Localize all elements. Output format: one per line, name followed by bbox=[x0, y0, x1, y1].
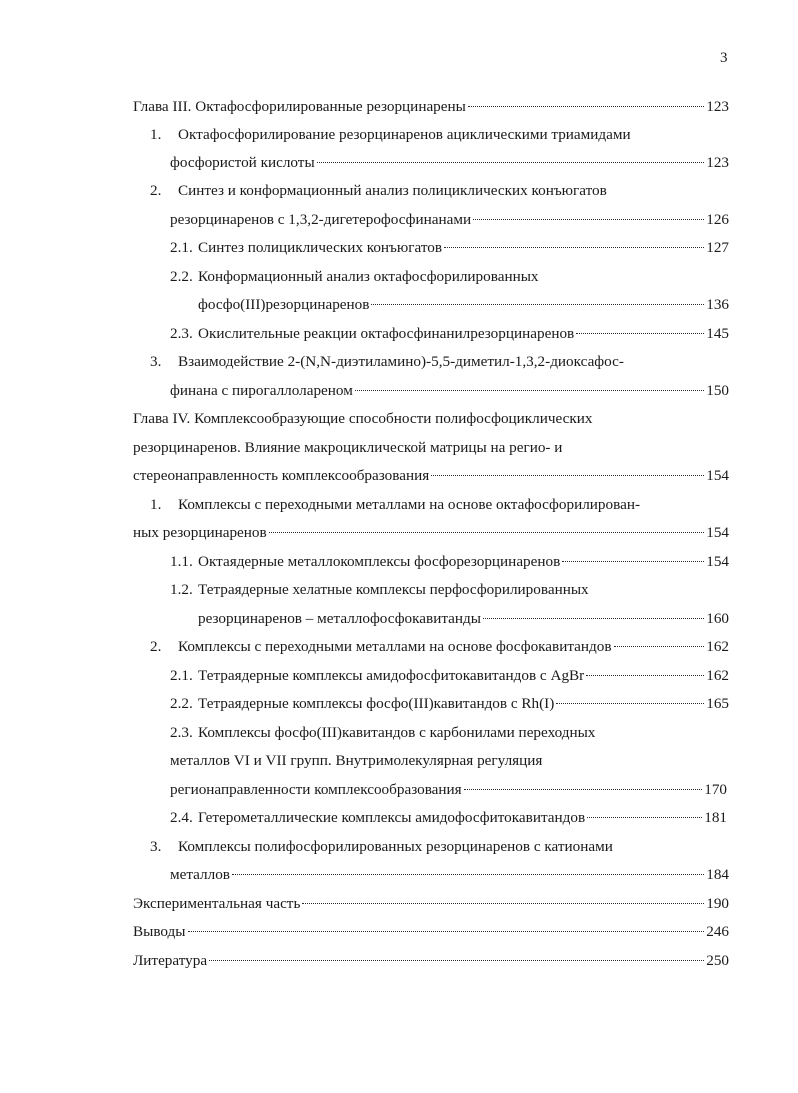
dot-leader bbox=[614, 645, 705, 647]
dot-leader bbox=[232, 873, 704, 875]
toc-entry-title: резорцинаренов. Влияние макроциклической матрицы на регио- и bbox=[133, 439, 563, 456]
toc-entry bbox=[150, 637, 729, 657]
toc-entry-title: стереонаправленность комплексообразования bbox=[133, 467, 430, 484]
toc-entry-title: Комплексы с переходными металлами на основе фосфокавитандов bbox=[178, 638, 612, 655]
toc-entry-title: Конформационный анализ октафосфорилированных bbox=[198, 268, 539, 285]
toc-entry-title: Взаимодействие 2-(N,N-диэтиламино)-5,5-диметил-1,3,2-диоксафос- bbox=[178, 353, 624, 370]
toc-entry bbox=[170, 381, 729, 401]
dot-leader bbox=[586, 674, 704, 676]
dot-leader bbox=[302, 902, 704, 904]
dot-leader bbox=[587, 816, 702, 818]
toc-entry-page: 160 bbox=[706, 610, 729, 627]
toc-entry bbox=[150, 837, 613, 857]
toc-entry bbox=[170, 580, 589, 600]
toc-entry-page: 246 bbox=[706, 923, 729, 940]
toc-entry-title: Выводы bbox=[133, 923, 186, 940]
toc-entry-page: 154 bbox=[706, 553, 729, 570]
toc-entry-title: регионаправленности комплексообразования bbox=[170, 781, 462, 798]
toc-entry-title: Окислительные реакции октафосфинанилрезорцинаренов bbox=[198, 325, 575, 342]
toc-entry bbox=[198, 609, 729, 629]
toc-entry bbox=[170, 751, 542, 771]
toc-entry-page: 162 bbox=[706, 667, 729, 684]
toc-entry bbox=[133, 466, 729, 486]
toc-entry-page: 170 bbox=[704, 781, 727, 798]
toc-entry-title: Синтез и конформационный анализ полициклических конъюгатов bbox=[178, 182, 607, 199]
toc-entry-title: Тетраядерные комплексы фосфо(III)кавитандов с Rh(I) bbox=[198, 695, 555, 712]
toc-entry-title: металлов bbox=[170, 866, 230, 883]
toc-entry bbox=[170, 780, 727, 800]
toc-entry-title: ных резорцинаренов bbox=[133, 524, 267, 541]
toc-entry bbox=[150, 352, 624, 372]
toc-entry-title: Тетраядерные комплексы амидофосфитокавитандов с AgBr bbox=[198, 667, 585, 684]
toc-entry bbox=[133, 951, 729, 971]
toc-entry bbox=[170, 666, 729, 686]
toc-entry-number: 3. bbox=[150, 353, 162, 370]
toc-entry bbox=[170, 552, 729, 572]
dot-leader bbox=[473, 218, 704, 220]
toc-entry-page: 123 bbox=[706, 154, 729, 171]
toc-entry-page: 154 bbox=[706, 467, 729, 484]
toc-entry-page: 145 bbox=[706, 325, 729, 342]
dot-leader bbox=[464, 788, 703, 790]
toc-entry bbox=[170, 153, 729, 173]
toc-entry-page: 136 bbox=[706, 296, 729, 313]
dot-leader bbox=[431, 474, 704, 476]
dot-leader bbox=[576, 332, 704, 334]
toc-entry-title: Комплексы фосфо(III)кавитандов с карбонилами переходных bbox=[198, 724, 596, 741]
dot-leader bbox=[483, 617, 704, 619]
toc-entry-title: Комплексы полифосфорилированных резорцинаренов с катионами bbox=[178, 838, 613, 855]
toc-entry-title: Глава III. Октафосфорилированные резорцинарены bbox=[133, 98, 466, 115]
toc-entry-number: 2.1. bbox=[170, 239, 193, 256]
dot-leader bbox=[468, 105, 704, 107]
toc-entry-number: 1.1. bbox=[170, 553, 193, 570]
toc-entry-title: Экспериментальная часть bbox=[133, 895, 301, 912]
page-number: 3 bbox=[720, 50, 728, 66]
toc-entry-page: 126 bbox=[706, 211, 729, 228]
dot-leader bbox=[562, 560, 704, 562]
toc-entry bbox=[133, 97, 729, 117]
toc-entry-number: 1.2. bbox=[170, 581, 193, 598]
toc-entry bbox=[133, 523, 729, 543]
dot-leader bbox=[556, 702, 704, 704]
toc-entry-number: 2.3. bbox=[170, 724, 193, 741]
toc-entry bbox=[150, 495, 640, 515]
toc-entry bbox=[198, 295, 729, 315]
toc-entry-page: 181 bbox=[704, 809, 727, 826]
toc-entry bbox=[133, 894, 729, 914]
toc-entry-page: 127 bbox=[706, 239, 729, 256]
toc-entry-title: Тетраядерные хелатные комплексы перфосфорилированных bbox=[198, 581, 589, 598]
toc-entry-number: 3. bbox=[150, 838, 162, 855]
toc-entry bbox=[170, 865, 729, 885]
toc-entry bbox=[170, 210, 729, 230]
dot-leader bbox=[317, 161, 705, 163]
toc-entry-title: резорцинаренов – металлофосфокавитанды bbox=[198, 610, 481, 627]
toc-entry-title: фосфо(III)резорцинаренов bbox=[198, 296, 370, 313]
dot-leader bbox=[188, 930, 705, 932]
toc-entry-page: 190 bbox=[706, 895, 729, 912]
toc-entry-title: Синтез полициклических конъюгатов bbox=[198, 239, 443, 256]
toc-entry bbox=[133, 922, 729, 942]
toc-entry-number: 1. bbox=[150, 126, 162, 143]
toc-entry-title: Литература bbox=[133, 952, 208, 969]
toc-entry-number: 2.4. bbox=[170, 809, 193, 826]
toc-entry-page: 162 bbox=[706, 638, 729, 655]
toc-entry-title: Гетерометаллические комплексы амидофосфитокавитандов bbox=[198, 809, 586, 826]
dot-leader bbox=[269, 531, 705, 533]
toc-entry-page: 123 bbox=[706, 98, 729, 115]
toc-entry-page: 154 bbox=[706, 524, 729, 541]
toc-entry-title: резорцинаренов с 1,3,2-дигетерофосфинанами bbox=[170, 211, 472, 228]
toc-entry-page: 184 bbox=[706, 866, 729, 883]
toc-entry bbox=[170, 267, 539, 287]
toc-entry-number: 1. bbox=[150, 496, 162, 513]
toc-entry bbox=[170, 238, 729, 258]
toc-entry bbox=[170, 808, 727, 828]
toc-entry-number: 2.3. bbox=[170, 325, 193, 342]
toc-entry-number: 2. bbox=[150, 182, 162, 199]
toc-entry-title: Комплексы с переходными металлами на основе октафосфорилирован- bbox=[178, 496, 641, 513]
dot-leader bbox=[209, 959, 704, 961]
toc-entry bbox=[150, 125, 631, 145]
toc-entry bbox=[133, 438, 562, 458]
toc-entry bbox=[150, 181, 607, 201]
toc-entry-number: 2.2. bbox=[170, 695, 193, 712]
toc-entry-number: 2.1. bbox=[170, 667, 193, 684]
dot-leader bbox=[355, 389, 704, 391]
toc-entry bbox=[170, 324, 729, 344]
dot-leader bbox=[444, 246, 704, 248]
toc-entry-title: Октафосфорилирование резорцинаренов ациклическими триамидами bbox=[178, 126, 631, 143]
toc-entry-title: металлов VI и VII групп. Внутримолекулярная регуляция bbox=[170, 752, 543, 769]
toc-entry-title: Глава IV. Комплексообразующие способности полифосфоциклических bbox=[133, 410, 593, 427]
toc-entry bbox=[170, 694, 729, 714]
toc-entry-number: 2.2. bbox=[170, 268, 193, 285]
toc-entry-page: 165 bbox=[706, 695, 729, 712]
toc-entry-page: 250 bbox=[706, 952, 729, 969]
toc-entry-title: Октаядерные металлокомплексы фосфорезорцинаренов bbox=[198, 553, 561, 570]
toc-entry-page: 150 bbox=[706, 382, 729, 399]
toc-entry-number: 2. bbox=[150, 638, 162, 655]
toc-entry bbox=[133, 409, 592, 429]
dot-leader bbox=[371, 303, 704, 305]
toc-entry-title: фосфористой кислоты bbox=[170, 154, 315, 171]
toc-entry-title: финана с пирогаллолареном bbox=[170, 382, 353, 399]
toc-entry bbox=[170, 723, 595, 743]
